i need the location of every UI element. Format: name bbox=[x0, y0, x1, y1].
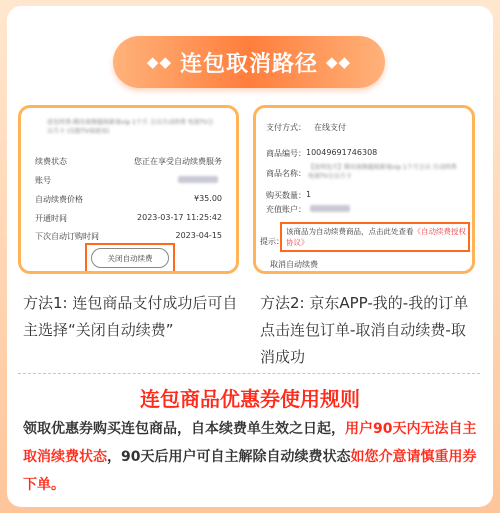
row-label: 充值账户： bbox=[266, 205, 306, 214]
close-auto-renew-button[interactable]: 关闭自动续费 bbox=[91, 248, 169, 268]
row-label: 商品名称： bbox=[266, 169, 306, 178]
diamond-ornament-left: ◆◆ bbox=[146, 53, 172, 71]
rules-text bbox=[23, 415, 479, 499]
product-name-blurred: 【连续包月】腾讯视频超级影视vip 1个月会员 自动续费 电视TV会员月卡 bbox=[308, 164, 457, 180]
tip-text-wrap bbox=[286, 226, 468, 248]
caption-method1: 方法1: 连包商品支付成功后可自主选择“关闭自动续费” bbox=[23, 294, 238, 339]
product-description: 连包续费-腾讯视频超级影视vip 1个月 会员自动续费 电视TV会员月卡 (仅限TV端使用) bbox=[47, 119, 214, 135]
rules-text-part: 领取优惠券购买连包商品，自本续费单生效之日起， bbox=[23, 421, 345, 437]
diamond-ornament-right: ◆◆ bbox=[326, 53, 352, 71]
cancel-auto-renew-link[interactable]: 取消自动续费 bbox=[270, 260, 318, 269]
row-value: 2023-04-15 bbox=[175, 231, 222, 240]
row-value: 10049691746308 bbox=[306, 148, 378, 157]
row-value: 2023-03-17 11:25:42 bbox=[137, 213, 222, 222]
account-redacted bbox=[178, 176, 218, 183]
row-label: 商品编号： bbox=[266, 149, 306, 158]
row-label: 开通时间 bbox=[35, 214, 67, 223]
agreement-link[interactable]: 《自动续费授权协议》 bbox=[286, 227, 466, 247]
caption-method2: 方法2: 京东APP-我的-我的订单点击连包订单-取消自动续费-取消成功 bbox=[260, 294, 469, 366]
rules-text-warning: 如您介意请慎重用券下单。 bbox=[23, 449, 477, 493]
row-value: ¥35.00 bbox=[194, 194, 222, 203]
row-label: 支付方式： bbox=[266, 123, 306, 132]
tip-label: 提示： bbox=[260, 237, 284, 246]
section-title: 连包取消路径 bbox=[179, 51, 318, 77]
row-label: 续费状态 bbox=[35, 157, 67, 166]
row-label: 账号 bbox=[35, 176, 51, 185]
rules-text-warning: 用户90天内无法自主取消续费状态 bbox=[23, 421, 477, 465]
rules-title: 连包商品优惠券使用规则 bbox=[140, 387, 360, 411]
screenshot-method2 bbox=[253, 105, 475, 274]
row-label: 自动续费价格 bbox=[35, 195, 83, 204]
tip-text: 该商品为自动续费商品，点击此处查看 bbox=[286, 227, 414, 236]
row-value: 1 bbox=[306, 190, 312, 199]
row-value: 您正在享受自动续费服务 bbox=[134, 157, 222, 166]
row-value: 在线支付 bbox=[314, 123, 346, 132]
row-label: 购买数量： bbox=[266, 191, 306, 200]
divider bbox=[18, 373, 480, 374]
row-label: 下次自动订购时间 bbox=[35, 232, 99, 241]
rules-text-part: ，90天后用户可自主解除自动续费状态 bbox=[107, 449, 351, 465]
section-title-banner bbox=[113, 36, 385, 88]
account-redacted bbox=[310, 205, 350, 212]
screenshot-method1 bbox=[18, 105, 239, 274]
